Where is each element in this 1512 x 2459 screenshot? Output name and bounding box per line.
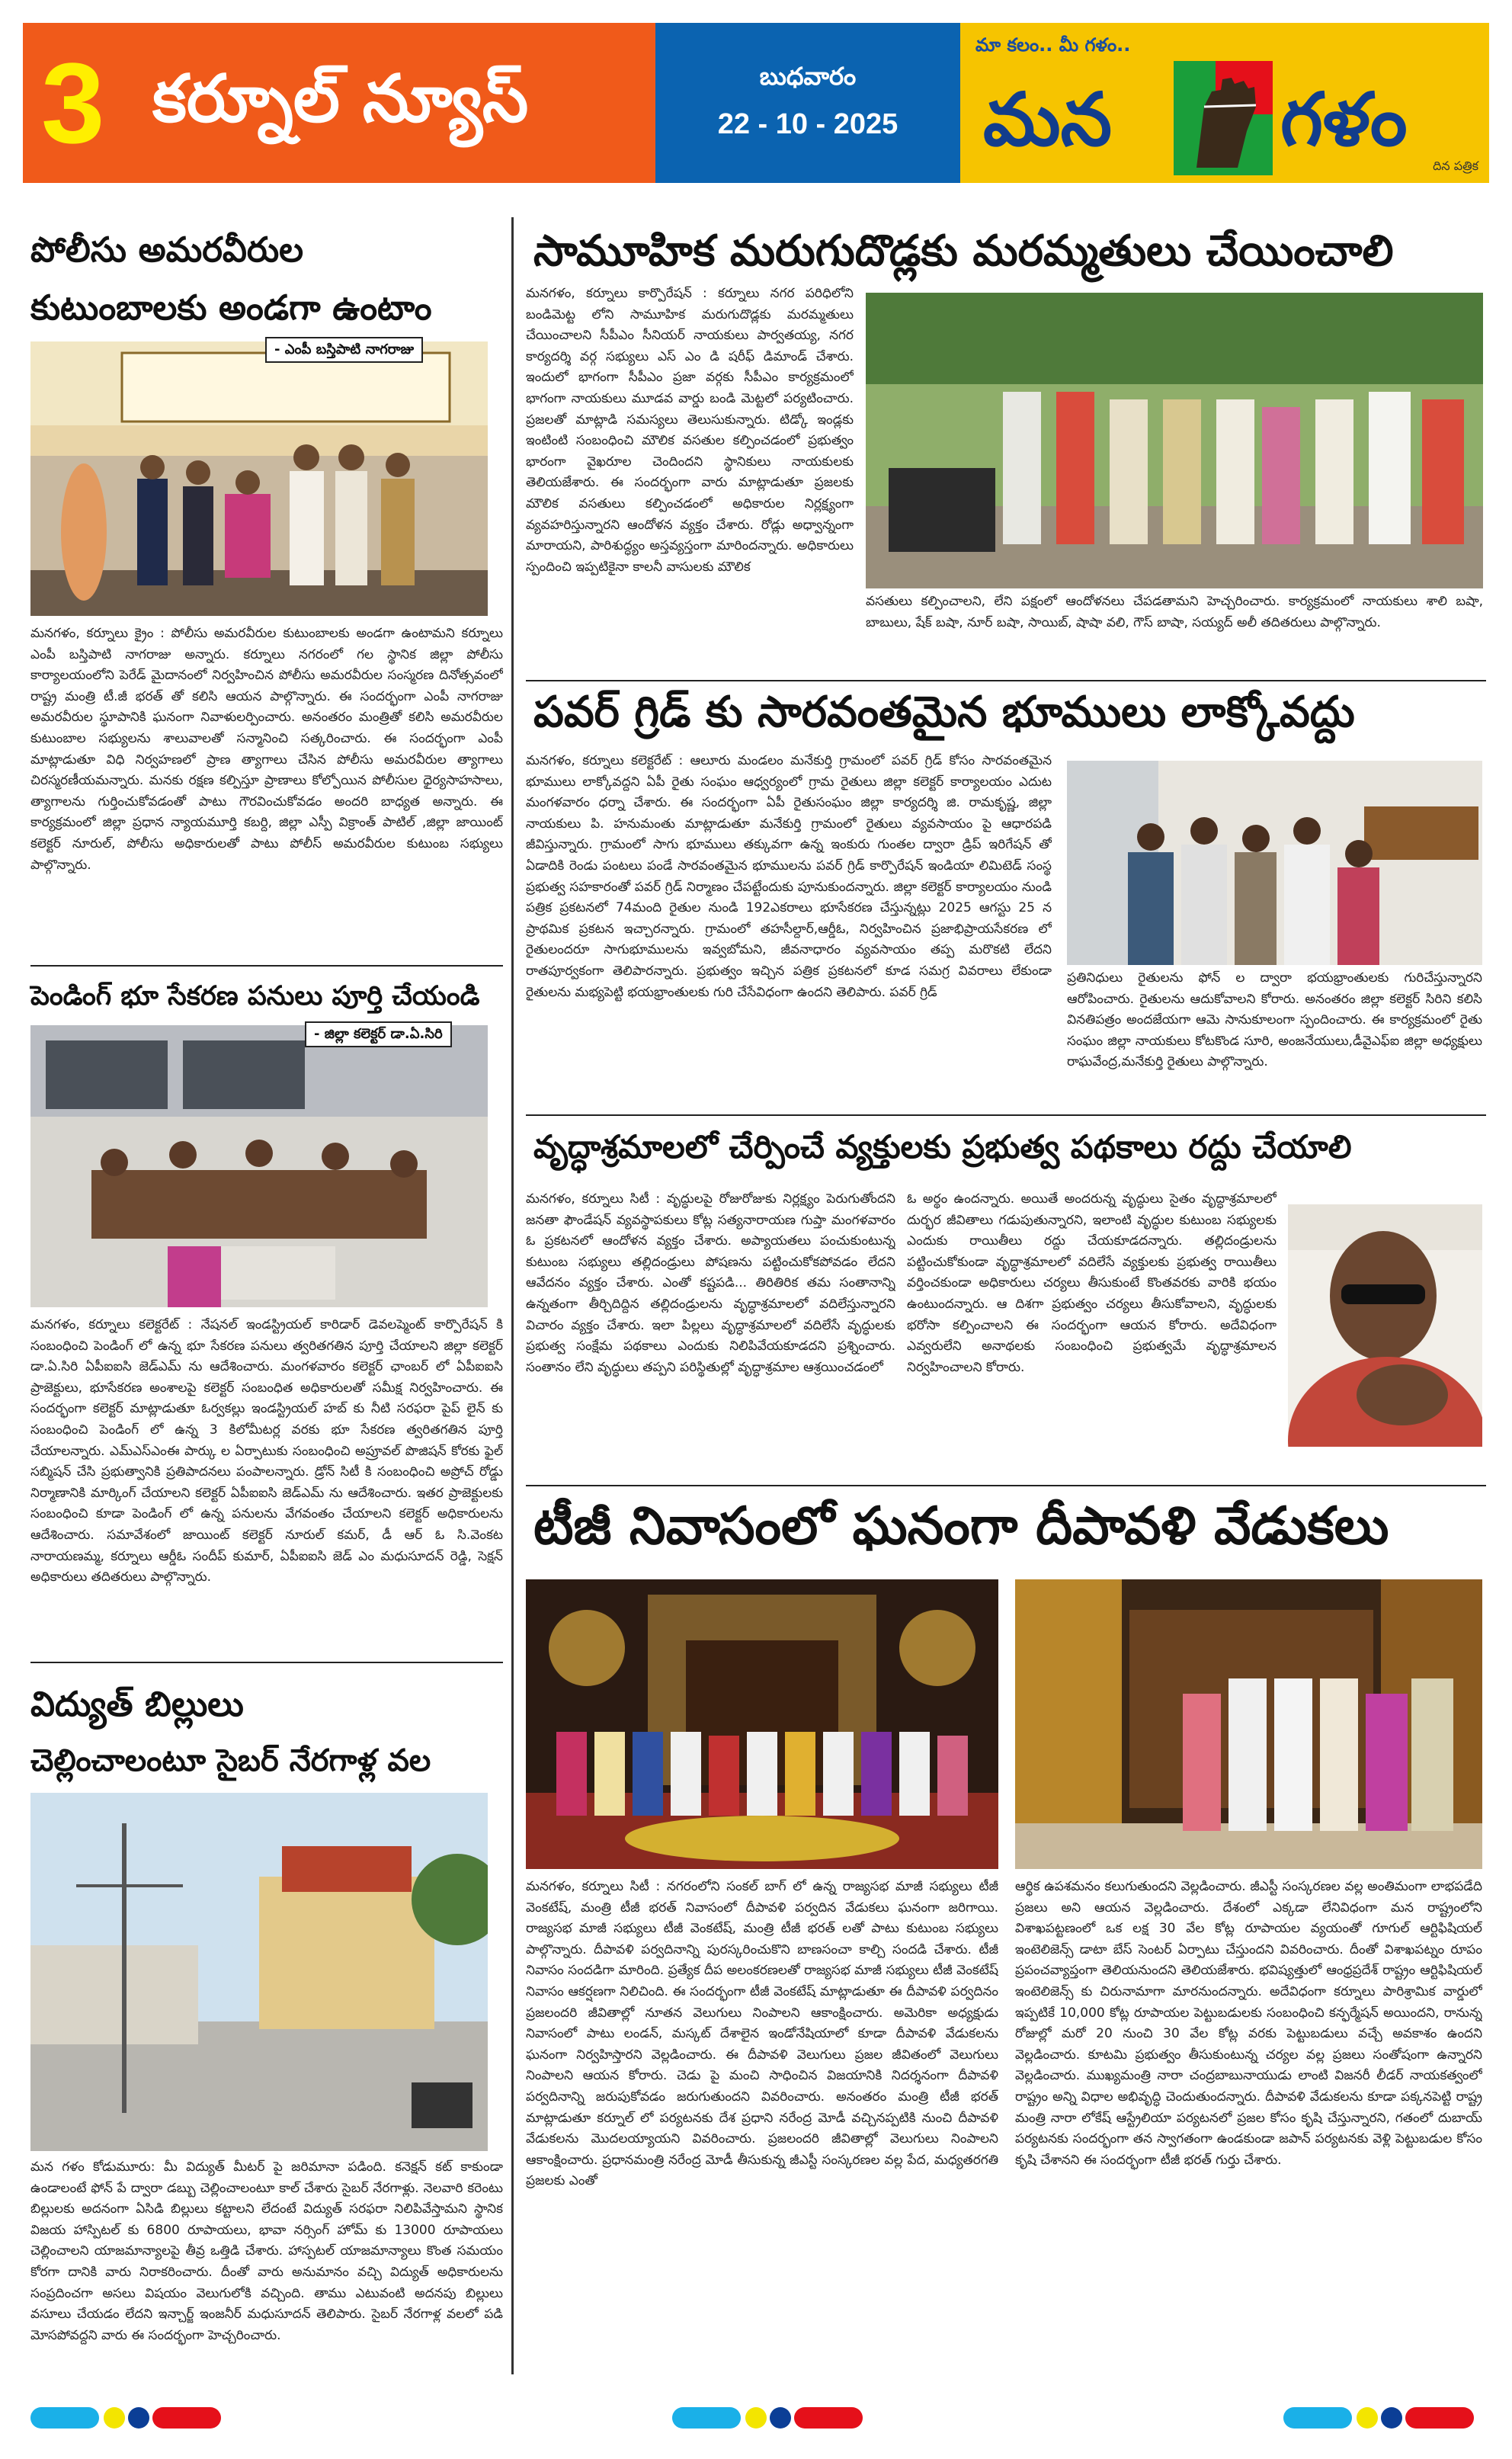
article-body: మనగళం, కర్నూలు క్రైం : పోలీసు అమరవీరుల కుటుంబాలకు అండగా ఉంటామని కర్నూలు ఎంపీ బస్తిపాటి నాగరాజు అన్నారు. కర్నూలు నగరంలో గల స్థానిక జిల్లా పోలీసు కార్యాలయంలోని పెరేడ్ మైదానంలో నిర్వహించిన పోలీసు అమరవీరుల సంస్మరణ దినోత్సవంలో రాష్ట్ర మంత్రి టీ.జీ భరత్ తో కలిసి ఆయన పాల్గొన్నారు. ఈ సందర్భంగా ఎంపీ నాగరాజు అమరవీరుల స్థూపానికి ఘనంగా నివాళులర్పించారు. అనంతరం మంత్రితో కలిసి అమరవీరుల కుటుంబాల సభ్యులను శాలువాలతో సన్మానించి సత్కరించారు. ఈ సందర్భంగా ఎంపీ మాట్లాడుతూ విధి నిర్వహణలో ప్రాణ త్యాగాలు చేసిన పోలీసు అమరవీరుల త్యాగాలు చిరస్మరణీయమన్నారు. మనకు రక్షణ కల్పిస్తూ ప్రాణాలు కోల్పోయిన పోలీసుల ధైర్యసాహసాలు, త్యాగాలను గుర్తించుకోవడంతో పాటు గౌరవించుకోవడం అందరి బాధ్యత అన్నారు. ఈ కార్యక్రమంలో జిల్లా ప్రధాన న్యాయమూర్తి కబర్ది, జిల్లా ఎస్పీ విక్రాంత్ పాటిల్ ,జిల్లా జాయింట్ కలెక్టర్ నూరుల్, పోలీసు అధికారులతో పాటు పోలీస్ అమరవీరుల కుటుంబ సభ్యులు పాల్గొన్నారు. [30,626,503,873]
logo-tagline: మా కలం.. మీ గళం.. [975,34,1131,56]
portrait-photo [1288,1204,1482,1447]
photo-credit: - జిల్లా కలెక్టర్ డా.ఏ.సిరి [305,1021,452,1047]
article-body: మనగళం, కర్నూలు కలెక్టరేట్ : ఆలూరు మండలం మనేకుర్తి గ్రామంలో పవర్ గ్రిడ్ కోసం సారవంతమైన భూములు లాక్కోవద్దని ఏపీ రైతు సంఘం ఆధ్వర్యంలో గ్రామ రైతులు జిల్లా కలెక్టర్ కార్యాలయం ఎదుట మంగళవారం ధర్నా చేశారు. ఈ సందర్భంగా ఏపీ రైతుసంఘం జిల్లా కార్యదర్శి జి. రామకృష్ణ, జిల్లా నాయకులు పి. హనుమంతు మాట్లాడుతూ మనేకుర్తి గ్రామంలో రైతులు వ్యవసాయం పై ఆధారపడి జీవిస్తున్నారు. గ్రామంలో సాగు భూములు తక్కువగా ఉన్న ఇంకురు గుంతల ద్వారా డ్రిప్ ఇరిగేషన్ తో ఏడాదికి రెండు పంటలు పండే సారవంతమైన భూములను పవర్ గ్రిడ్ కార్పొరేషన్ ఇండియా లిమిటెడ్ సంస్థ ప్రభుత్వ సహకారంతో పవర్ గ్రిడ్ నిర్మాణం చేపట్టేందుకు పూనుకుందన్నారు. జిల్లా కలెక్టర్ కార్యాలయం నుండి పత్రిక ప్రకటనలో 74మంది రైతుల నుండి 192ఎకరాలు భూసేకరణ చేస్తున్నట్లు 2025 ఆగస్టు 25 న ప్రాథమిక ప్రకటన ఇచ్చారన్నారు. గ్రామంలో తహసీల్దార్,ఆర్డీఓ, నిర్వహించిన ప్రజాభిప్రాయసేకరణ లో రైతులందరూ సాగుభూములను ఇవ్వబోమని, జీవనాధారం వ్యవసాయం తప్ప మరొకటి లేదని రాతపూర్వకంగా తెలిపారన్నారు. ప్రభుత్వం ఇచ్చిన పత్రిక ప్రకటనలో కూడ సమగ్ర వివరాలు లేకుండా రైతులను మభ్యపెట్టి భయభ్రాంతులకు గురి చేసేవిధంగా ఉందని తెలిపారు. పవర్ గ్రిడ్ [526,753,1052,1000]
article-headline: పవర్ గ్రిడ్ కు సారవంతమైన భూములు లాక్కోవద్దు [533,688,1355,737]
article-body: ప్రతినిధులు రైతులను ఫోన్ ల ద్వారా భయభ్రాంతులకు గురిచేస్తున్నారని ఆరోపించారు. రైతులను ఆదుకోవాలని కోరారు. అనంతరం జిల్లా కలెక్టర్ సిరిని కలిసి వినతిపత్రం అందజేయగా ఆమె సానుకూలంగా స్పందించారు. ఈ కార్యక్రమంలో రైతు సంఘం జిల్లా నాయకులు కోటకొండ సూరి, అంజనేయులు,డీవైఎఫ్ఐ జిల్లా అధ్యక్షులు రాఘవేంద్ర,మనేకుర్తి రైతులు పాల్గొన్నారు. [1067,970,1482,1070]
article-separator [526,680,1486,681]
column-divider [511,217,514,2374]
section-title: కర్నూల్ న్యూస్ [152,61,529,137]
article-separator [30,965,503,967]
news-photo [30,1793,488,2151]
logo-word-2: గళం [1280,77,1408,162]
article-body: మన గళం కోడుమూరు: మీ విద్యుత్ మీటర్ పై జరిమానా పడింది. కనెక్షన్ కట్ కాకుండా ఉండాలంటే ఫోన్ పే ద్వారా డబ్బు చెల్లించాలంటూ కాల్ చేశారు సైబర్ నేరగాళ్లు. నెలవారి కరెంటు బిల్లులకు అదనంగా ఏసిడి బిల్లులు కట్టాలని లేదంటే విద్యుత్ సరఫరా నిలిపివేస్తామని స్థానిక విజయ హాస్పిటల్ కు 6800 రూపాయలు, భావా నర్సింగ్ హోమ్ కు 13000 రూపాయలు చెల్లించాలని యాజమాన్యాలపై తీవ్ర ఒత్తిడి చేశారు. హాస్పటల్ యాజమాన్యాలు కొంత సమయం కోరగా దానికి వారు నిరాకరించారు. దీంతో వారు అనుమానం వచ్చి విద్యుత్ అధికారులను సంప్రదించగా అసలు విషయం వెలుగులోకి వచ్చింది. తాము ఎటువంటి అదనపు బిల్లులు వసూలు చేయడం లేదని ఇన్చార్జ్ ఇంజనీర్ మధుసూదన్ తెలిపారు. సైబర్ నేరగాళ్ల వలలో పడి మోసపోవద్దని వారు ఈ సందర్భంగా హెచ్చరించారు. [30,2159,503,2343]
logo-subtitle: దిన పత్రిక [1433,159,1478,173]
article-separator [30,1662,503,1663]
news-photo [1015,1579,1482,1869]
news-photo [30,341,488,616]
article-body: మనగళం, కర్నూలు కలెక్టరేట్ : నేషనల్ ఇండస్ట్రియల్ కారిడార్ డెవలప్మెంట్ కార్పొరేషన్ కి సంబంధించి పెండింగ్ లో ఉన్న భూ సేకరణ పనులు త్వరితగతిన పూర్తి చేయాలని జిల్లా కలెక్టర్ డా.ఏ.సిరి ఏపీఐఐసి జెడ్ఎమ్ ను ఆదేశించారు. మంగళవారం కలెక్టర్ ఛాంబర్ లో ఏపీఐఐసి ప్రాజెక్టులు, భూసేకరణ అంశాలపై కలెక్టర్ సంబంధిత అధికారులతో సమీక్ష నిర్వహించారు. ఈ సందర్భంగా కలెక్టర్ మాట్లాడుతూ ఓర్వకల్లు ఇండస్ట్రియల్ హబ్ కు నీటి సరఫరా పైప్ లైన్ కు సంబంధించి పెండింగ్ లో ఉన్న 3 కిలోమీటర్ల వరకు భూ సేకరణ త్వరితగతిన పూర్తి చేయాలన్నారు. ఎమ్ఎస్ఎంఈ పార్కు ల ఏర్పాటుకు సంబంధించి అప్రూవల్ పొజిషన్ కోరకు ఫైల్ సబ్మిషన్ చేసి ప్రభుత్వానికి ప్రతిపాదనలు పంపాలన్నారు. డ్రోన్ సిటీ కి సంబంధించి అప్రోచ్ రోడ్డు నిర్మాణానికి మార్కింగ్ చేయాలని కలెక్టర్ ఏపీఐఐసి జెడ్ఎమ్ ను ఆదేశించారు. ఇతర ప్రాజెక్టులకు సంబంధించి కూడా పెండింగ్ లో ఉన్న పనులను వేగవంతం చేయాలని కలెక్టర్ అధికారులను ఆదేశించారు. సమావేశంలో జాయింట్ కలెక్టర్ నూరుల్ కమర్, డీ ఆర్ ఓ సి.వెంకట నారాయణమ్మ, కర్నూలు ఆర్డీఓ సందీప్ కుమార్, ఏపీఐఐసి జెడ్ ఎం మధుసూదన్ రెడ్డి, సెక్షన్ అధికారులు తదితరులు పాల్గొన్నారు. [30,1317,503,1585]
header-date-band [655,23,960,183]
article-separator [526,1114,1486,1116]
footer-ornament [672,2407,870,2430]
article-headline: పోలీసు అమరవీరుల [30,229,304,270]
news-photo [1067,761,1482,965]
article-body: మనగళం, కర్నూలు కార్పొరేషన్ : కర్నూలు నగర పరిధిలోని బండిమెట్ట లోని సామూహిక మరుగుదొడ్లకు మరమ్మతులు చేయించాలని సీపీఎం సీనియర్ నాయకులు పార్వతయ్య, నగర కార్యదర్శి వర్గ సభ్యులు ఎస్ ఎం డి షరీఫ్ డిమాండ్ చేశారు. ఇందులో భాగంగా సీపీఎం ప్రజా వర్గకు సీపీఎం కార్యక్రమంలో భాగంగా నాయకులు మూడవ వార్డు బండి మెట్టలో పర్యటించారు. ప్రజలతో మాట్లాడి సమస్యలు తెలుసుకున్నారు. టిడ్కో ఇండ్లకు ఇంటింటి సంబంధించి మౌలిక వసతుల కల్పించడంలో ప్రభుత్వం భారంగా వైఖరూల చెందిందని స్థానికులు నాయకులకు తెలియజేశారు. ఈ సందర్భంగా వారు మాట్లాడుతూ ప్రజలకు మౌలిక వసతులు కల్పించడంలో అధికారుల నిర్లక్ష్యంగా వ్యవహరిస్తున్నారని ఆందోళన వ్యక్తం చేశారు. రోడ్లు అధ్వాన్నంగా మారాయని, పారిశుద్ధ్యం అస్తవ్యస్తంగా మారిందన్నారు. అధికారులు స్పందించి ఇప్పటికైనా కాలనీ వాసులకు మౌలిక [526,286,854,575]
footer-ornament [30,2407,229,2430]
article-headline: చెల్లించాలంటూ సైబర్ నేరగాళ్ల వల [30,1743,431,1778]
issue-date: 22 - 10 - 2025 [717,108,899,140]
article-headline: సామూహిక మరుగుదొడ్లకు మరమ్మతులు చేయించాలి [533,226,1394,276]
article-body: వసతులు కల్పించాలని, లేని పక్షంలో ఆందోళనలు చేపడతామని హెచ్చరించారు. కార్యక్రమంలో నాయకులు శాలి బషా, బాబులు, షేక్ బషా, నూర్ బషా, సాయిబ్, షాషా వలి, గౌస్ బాషా, సయ్యద్ అలీ తదితరులు పాల్గొన్నారు. [866,594,1483,630]
article-headline: టీజీ నివాసంలో ఘనంగా దీపావళి వేడుకలు [533,1496,1389,1557]
article-headline: పెండింగ్ భూ సేకరణ పనులు పూర్తి చేయండి [30,981,480,1011]
issue-day: బుధవారం [759,62,857,91]
article-body: మనగళం, కర్నూలు సిటీ : నగరంలోని సంకల్ బాగ్ లో ఉన్న రాజ్యసభ మాజీ సభ్యులు టీజీ వెంకటేష్, మంత్రి టీజీ భరత్ నివాసంలో దీపావళి పర్వదిన వేడుకలు ఘనంగా జరిగాయి. రాజ్యసభ మాజీ సభ్యులు టీజీ వెంకటేష్, మంత్రి టీజీ భరత్ లతో పాటు కుటుంబ సభ్యులు పాల్గొన్నారు. దీపావళి పర్వదినాన్ని పురస్కరించుకొని బాణసంచా కాల్చి సందడి చేశారు. టీజీ నివాసం సందడిగా మారింది. ప్రత్యేక దీప అలంకరణలతో రాజ్యసభ మాజీ సభ్యులు టీజీ వెంకటేష్ నివాసం ఆకర్షణగా నిలిచింది. ఈ సందర్భంగా టీజీ వెంకటేష్ మాట్లాడుతూ ఈ దీపావళి పర్వదినం ప్రజలందరి జీవితాల్లో నూతన వెలుగులు నింపాలని ఆకాంక్షించారు. అమెరికా అధ్యక్షుడు నివాసంలో పాటు లండన్, మస్కట్ దేశాలైన ఇండోనేషియాలో కూడా దీపావళి వేడుకలను ఘనంగా నిర్వహిస్తారని వెల్లడించారు. ఈ దీపావళి వెలుగులు ప్రజల జీవితంలో వెలుగులు నింపాలని ఆయన కోరారు. చెడు పై మంచి సాధించిన విజయానికి నిదర్శనంగా దీపావళి పర్వదినాన్ని జరుపుకోవడం జరుగుతుందని వివరించారు. అనంతరం మంత్రి టీజీ భరత్ మాట్లాడుతూ కర్నూల్ లో పర్యటనకు దేశ ప్రధాని నరేంద్ర మోడీ వచ్చినప్పటికి నుంచి దీపావళి వేడుకలను మొదలయ్యాయని వివరించారు. ప్రజలందరి జీవితాల్లో వెలుగులు నింపాలని ఆకాంక్షించారు. ప్రధానమంత్రి నరేంద్ర మోడీ తీసుకున్న జీఎస్టీ సంస్కరణల వల్ల పేద, మధ్యతరగతి ప్రజలకు ఎంతో [526,1879,998,2189]
news-photo [866,293,1483,588]
footer-ornament [1283,2407,1482,2430]
photo-credit: - ఎంపీ బస్తిపాటి నాగరాజు [265,337,423,363]
article-headline: వృద్ధాశ్రమాలలో చేర్పించే వ్యక్తులకు ప్రభుత్వ పథకాలు రద్దు చేయాలి [533,1128,1352,1165]
article-body: ఓ అర్థం ఉందన్నారు. అయితే అందరున్న వృద్ధులు సైతం వృద్ధాశ్రమాలలో దుర్భర జీవితాలు గడుపుతున్నారని, ఇలాంటి వృద్ధుల కుటుంబ సభ్యులకు ఎందుకు రాయితీలు రద్దు చేయకూడదన్నారు. తల్లిదండ్రులను పట్టించుకోకుండా వృద్ధాశ్రమాలలో వదిలేసే వ్యక్తులకు ప్రభుత్వ రాయితీలు వర్తించకుండా అధికారులు చర్యలు తీసుకుంటే కొంతవరకు వారికి భయం ఉంటుందన్నారు. ఆ దిశగా ప్రభుత్వం చర్యలు తీసుకోవాలని, వృద్ధులకు భరోసా కల్పించాలని ఈ సందర్భంగా ఆయన కోరారు. అదేవిధంగా ఎవ్వరులేని అనాథలకు సంబంధించి ప్రభుత్వమే వృద్ధాశ్రమాలన నిర్వహించాలని కోరారు. [907,1191,1277,1375]
logo-word-1: మన [983,77,1112,162]
article-body: మనగళం, కర్నూలు సిటీ : వృద్ధులపై రోజురోజుకు నిర్లక్ష్యం పెరుగుతోందని జనతా ఫౌండేషన్ వ్యవస్థాపకులు కోట్ల సత్యనారాయణ గుప్తా మంగళవారం ఓ ప్రకటనలో ఆందోళన వ్యక్తం చేశారు. అప్యాయతలు పంచుకుంటున్న కుటుంబ సభ్యులు తల్లిదండ్రులు పోషణను పట్టించుకోకపోవడం లేదని ఆవేదనం వ్యక్తం చేశారు. ఎంతో కష్టపడి... తిరితిరిక తమ సంతానాన్ని ఉన్నతంగా తీర్చిదిద్దిన తల్లిదండ్రులను వృద్ధాశ్రమాలలో వదిలేస్తున్నారని విచారం వ్యక్తం చేశారు. ఇలా పిల్లలు వృద్ధాశ్రమాలలో వదిలేసే వృద్ధులకు ప్రభుత్వ సంక్షేమ పథకాలు ఎందుకు నిలిపివేయకూడదని ప్రశ్నించారు. సంతానం లేని వృద్ధులు తప్పని పరిస్థితుల్లో వృద్ధాశ్రమాల ఆశ్రయించడంలో [526,1191,895,1375]
raised-fist-icon [1174,61,1273,175]
page-number: 3 [41,39,105,167]
news-photo [526,1579,998,1869]
article-body: ఆర్థిక ఉపశమనం కలుగుతుందని వెల్లడించారు. జీఎస్టీ సంస్కరణల వల్ల అంతిమంగా లాభపడేది ప్రజలు అని ఆయన వెల్లడించారు. దేశంలో ఎక్కడా లేనివిధంగా మన రాష్ట్రంలోని విశాఖపట్టణంలో ఒక లక్ష 30 వేల కోట్ల రూపాయల వ్యయంతో గూగుల్ ఆర్టిఫిషియల్ ఇంటెలిజెన్స్ డాటా బేస్ సెంటర్ ఏర్పాటు చేస్తుందని వివరించారు. దీంతో విశాఖపట్నం రూపం ప్రపంచవ్యాప్తంగా తెలియనుందని తెలియజేశారు. భవిష్యత్తులో ఆంధ్రప్రదేశ్ రాష్ట్రం ఆర్టిఫిషియల్ ఇంటెలిజెన్స్ కు చిరునామాగా మారనుందన్నారు. అదేవిధంగా కర్నూలు పారిశ్రామిక వార్డులో ఇప్పటికే 10,000 కోట్ల రూపాయల పెట్టుబడులకు సంబంధించి కన్ఫర్మేషన్ అయిందని, రానున్న రోజుల్లో మరో 20 నుంచి 30 వేల కోట్ల వరకు పెట్టుబడులు వచ్చే అవకాశం ఉందని వెల్లడించారు. కూటమి ప్రభుత్వం తీసుకుంటున్న చర్యల వల్ల ప్రజలు సంతోషంగా ఉన్నారని వెల్లడించారు. ముఖ్యమంత్రి నారా చంద్రబాబునాయుడు లాంటి విజనరీ లీడర్ నాయకత్వంలో రాష్ట్రం అన్ని విధాల అభివృద్ధి చెందుతుందన్నారు. దీపావళి వేడుకలను కూడా పక్కనపెట్టి రాష్ట్ర మంత్రి నారా లోకేష్ ఆస్ట్రేలియా పర్యటనలో ప్రజల కోసం కృషి చేస్తున్నారని, గతంలో దుబాయ్ పర్యటనకు సందర్భంగా తన స్వాగతంగా ఉండకుండా జపాన్ పర్యటనకు వెళ్లి పెట్టుబడుల కోసం కృషి చేశానని ఈ సందర్భంగా టీజీ భరత్ గుర్తు చేశారు. [1015,1879,1482,2168]
article-headline: విద్యుత్ బిల్లులు [30,1684,244,1724]
news-photo [30,1025,488,1307]
article-separator [526,1485,1486,1486]
article-headline: కుటుంబాలకు అండగా ఉంటాం [30,287,432,328]
